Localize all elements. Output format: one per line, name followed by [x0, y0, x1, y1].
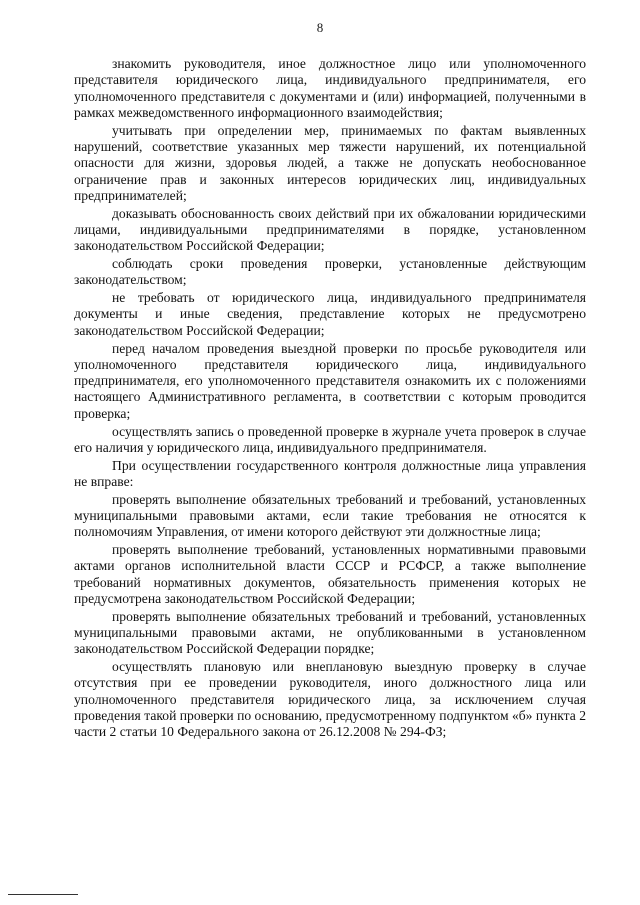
paragraph-8: При осуществлении государственного контроля должностные лица управления не вправе:	[74, 457, 586, 489]
paragraph-11: проверять выполнение обязательных требований и требований, установленных муниципальными правовыми актами, не опубликованными в установленном законодательством Российской Федерации порядке;	[74, 608, 586, 657]
document-body	[74, 56, 586, 742]
paragraph-12: осуществлять плановую или внеплановую выездную проверку в случае отсутствия при ее проведении руководителя, иного должностного лица или уполномоченного представителя юридического лица, за исключением случая проведения такой проверки по основанию, предусмотренному подпунктом «б» пункта 2 части 2 статьи 10 Федерального закона от 26.12.2008 № 294-ФЗ;	[74, 659, 586, 740]
footer-rule	[8, 894, 78, 895]
paragraph-2: учитывать при определении мер, принимаемых по фактам выявленных нарушений, соответствие указанных мер тяжести нарушений, их потенциальной опасности для жизни, здоровья людей, а также не допускать необоснованное ограничение прав и законных интересов юридических лиц, индивидуальных предпринимателей;	[74, 122, 586, 203]
paragraph-9: проверять выполнение обязательных требований и требований, установленных муниципальными правовыми актами, если такие требования не относятся к полномочиям Управления, от имени которого действуют эти должностные лица;	[74, 491, 586, 540]
paragraph-1: знакомить руководителя, иное должностное лицо или уполномоченного представителя юридического лица, индивидуального предпринимателя, его уполномоченного представителя с документами и (или) информацией, полученными в рамках межведомственного информационного взаимодействия;	[74, 56, 586, 120]
paragraph-3: доказывать обоснованность своих действий при их обжаловании юридическими лицами, индивидуальными предпринимателями в порядке, установленном законодательством Российской Федерации;	[74, 205, 586, 254]
page-number: 8	[316, 20, 324, 35]
paragraph-5: не требовать от юридического лица, индивидуального предпринимателя документы и иные сведения, представление которых не предусмотрено законодательством Российской Федерации;	[74, 290, 586, 338]
paragraph-10: проверять выполнение требований, установленных нормативными правовыми актами органов исполнительной власти СССР и РСФСР, а также выполнение требований нормативных документов, обязательность применения которых не предусмотрена законодательством Российской Федерации;	[74, 542, 586, 606]
paragraph-4: соблюдать сроки проведения проверки, установленные действующим законодательством;	[74, 256, 586, 288]
paragraph-6: перед началом проведения выездной проверки по просьбе руководителя или уполномоченного представителя юридического лица, индивидуального предпринимателя, его уполномоченного представителя ознакомить их с положениями настоящего Административного регламента, в соответствии с которым проводится проверка;	[74, 340, 586, 421]
paragraph-7: осуществлять запись о проведенной проверке в журнале учета проверок в случае его наличия у юридического лица, индивидуального предпринимателя.	[74, 423, 586, 455]
